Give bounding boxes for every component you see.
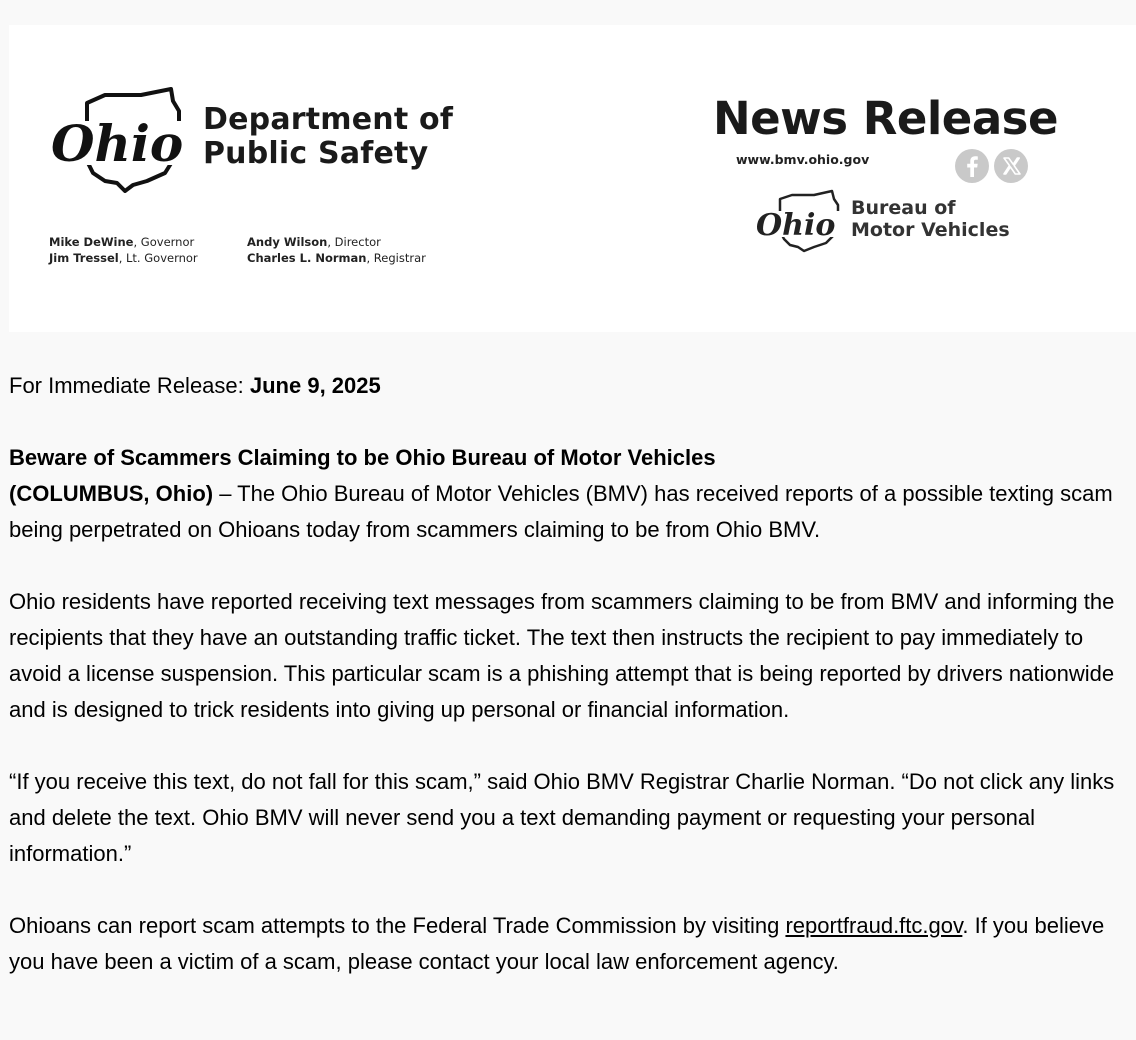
header-banner (9, 25, 1136, 332)
ohio-state-logo (47, 81, 187, 193)
department-title-line2: Public Safety (203, 136, 429, 171)
paragraph-report: Ohioans can report scam attempts to the Federal Trade Commission by visiting reportfraud.ftc.gov. If you believe you have been a victim of a scam, please contact your local law enforcement agency. (9, 913, 1105, 974)
officials-left (49, 234, 198, 266)
lead-paragraph: (COLUMBUS, Ohio) – The Ohio Bureau of Motor Vehicles (BMV) has received reports of a possible texting scam being perpetrated on Ohioans today from scammers claiming to be from Ohio BMV. (9, 481, 1113, 542)
x-icon[interactable] (994, 149, 1028, 183)
release-date-label: For Immediate Release: (9, 373, 250, 398)
bmv-title (851, 197, 1010, 241)
official-registrar: Charles L. Norman, Registrar (247, 251, 426, 265)
release-date: June 9, 2025 (249, 373, 381, 398)
bmv-website: www.bmv.ohio.gov (736, 152, 870, 167)
bmv-title-line1: Bureau of (851, 197, 956, 219)
paragraph-scam-details: Ohio residents have reported receiving text messages from scammers claiming to be from BMV and informing the recipients that they have an outstanding traffic ticket. The text then instructs the recipient to pay immediately to avoid a license suspension. This particular scam is a phishing attempt that is being reported by drivers nationwide and is designed to trick residents into giving up personal or financial information. (9, 589, 1115, 722)
official-lt-governor: Jim Tressel, Lt. Governor (49, 251, 198, 265)
release-headline: Beware of Scammers Claiming to be Ohio Bureau of Motor Vehicles (9, 445, 716, 470)
bmv-title-line2: Motor Vehicles (851, 219, 1010, 241)
department-title-line1: Department of (203, 102, 454, 137)
official-director: Andy Wilson, Director (247, 235, 381, 249)
dateline: (COLUMBUS, Ohio) (9, 481, 214, 506)
department-title (203, 103, 453, 171)
release-date-line (9, 368, 1134, 404)
logo-wordmark: Ohio (51, 114, 184, 173)
bmv-ohio-logo (754, 185, 844, 255)
release-body (9, 368, 1134, 980)
news-release-title: News Release (713, 92, 1058, 145)
official-governor: Mike DeWine, Governor (49, 235, 195, 249)
paragraph-quote: “If you receive this text, do not fall for this scam,” said Ohio BMV Registrar Charlie Norman. “Do not click any links and delete the text. Ohio BMV will never send you a text demanding payment or requesting your personal information.” (9, 769, 1115, 866)
bmv-logo-wordmark: Ohio (756, 208, 836, 243)
facebook-icon[interactable] (955, 149, 989, 183)
officials-right (247, 234, 426, 266)
reportfraud-link[interactable]: reportfraud.ftc.gov (785, 913, 963, 938)
